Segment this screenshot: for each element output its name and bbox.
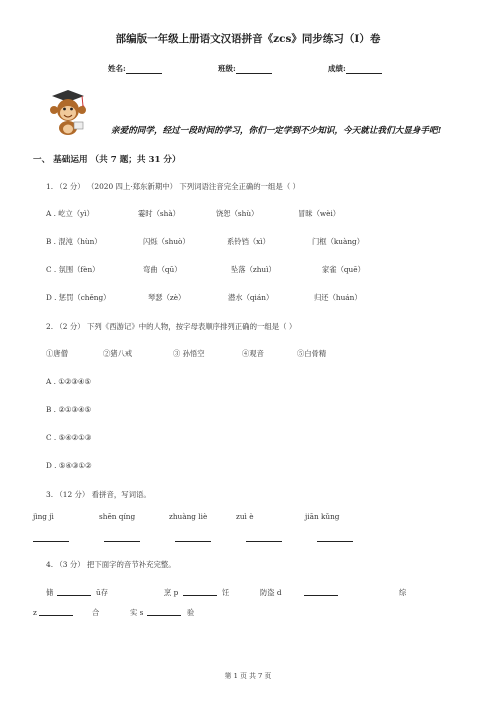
score-field xyxy=(328,63,382,74)
q2-option-d[interactable]: D . ⑤④③①② xyxy=(46,461,92,470)
pinyin-2: shēn qíng xyxy=(99,512,136,521)
q4-blank-2[interactable] xyxy=(183,588,217,596)
pinyin-1: jìng jì xyxy=(33,512,54,521)
person-baigujing: ⑤白骨精 xyxy=(297,349,327,358)
q4-blank-1[interactable] xyxy=(57,588,91,596)
question-3-stem: 3. （12 分） 看拼音，写词语。 xyxy=(46,490,151,499)
pinyin-3: zhuàng liè xyxy=(169,512,208,521)
q4-blank-3[interactable] xyxy=(304,588,338,596)
name-label: 姓名: xyxy=(108,64,126,73)
q2-option-a[interactable]: A . ①②③④⑤ xyxy=(46,377,91,386)
person-sunwukong: ③ 孙悟空 xyxy=(173,349,205,358)
class-label: 班级: xyxy=(218,64,236,73)
class-blank[interactable] xyxy=(236,65,272,74)
answer-blank-2[interactable] xyxy=(104,534,140,542)
question-2-stem: 2. （2 分） 下列《西游记》中的人物，按字母表顺序排列正确的一组是（ ） xyxy=(46,322,297,331)
person-zhubajie: ②猪八戒 xyxy=(103,349,133,358)
monkey-mascot-icon xyxy=(44,86,88,136)
person-guanyin: ④观音 xyxy=(242,349,264,358)
score-blank[interactable] xyxy=(346,65,382,74)
class-field xyxy=(218,63,272,74)
pinyin-4: zuì è xyxy=(236,512,254,521)
question-4-stem: 4. （3 分） 把下面字的音节补充完整。 xyxy=(46,560,176,569)
name-field xyxy=(108,63,162,74)
question-1-stem: 1. （2 分） （2020 四上·郑东新期中） 下列词语注音完全正确的一组是（ ） xyxy=(46,182,300,191)
answer-blank-4[interactable] xyxy=(246,534,282,542)
answer-blank-1[interactable] xyxy=(33,534,69,542)
encouragement-text: 亲爱的同学，经过一段时间的学习，你们一定学到不少知识，今天就让我们大显身手吧! xyxy=(111,126,442,136)
pinyin-5: jiān kǔng xyxy=(305,512,340,521)
answer-blank-3[interactable] xyxy=(175,534,211,542)
name-blank[interactable] xyxy=(126,65,162,74)
q2-option-b[interactable]: B . ②①③④⑤ xyxy=(46,405,92,414)
score-label: 成绩: xyxy=(328,64,346,73)
q4-blank-5[interactable] xyxy=(147,608,181,616)
q4-blank-4[interactable] xyxy=(39,608,73,616)
q2-option-c[interactable]: C . ⑤④②①③ xyxy=(46,433,92,442)
page-title: 部编版一年级上册语文汉语拼音《zcs》同步练习（I）卷 xyxy=(115,33,381,45)
answer-blank-5[interactable] xyxy=(317,534,353,542)
page-footer: 第 1 页 共 7 页 xyxy=(224,672,272,680)
person-tangseng: ①唐僧 xyxy=(46,349,68,358)
section-heading: 一、 基础运用 （共 7 题；共 31 分） xyxy=(33,155,181,165)
